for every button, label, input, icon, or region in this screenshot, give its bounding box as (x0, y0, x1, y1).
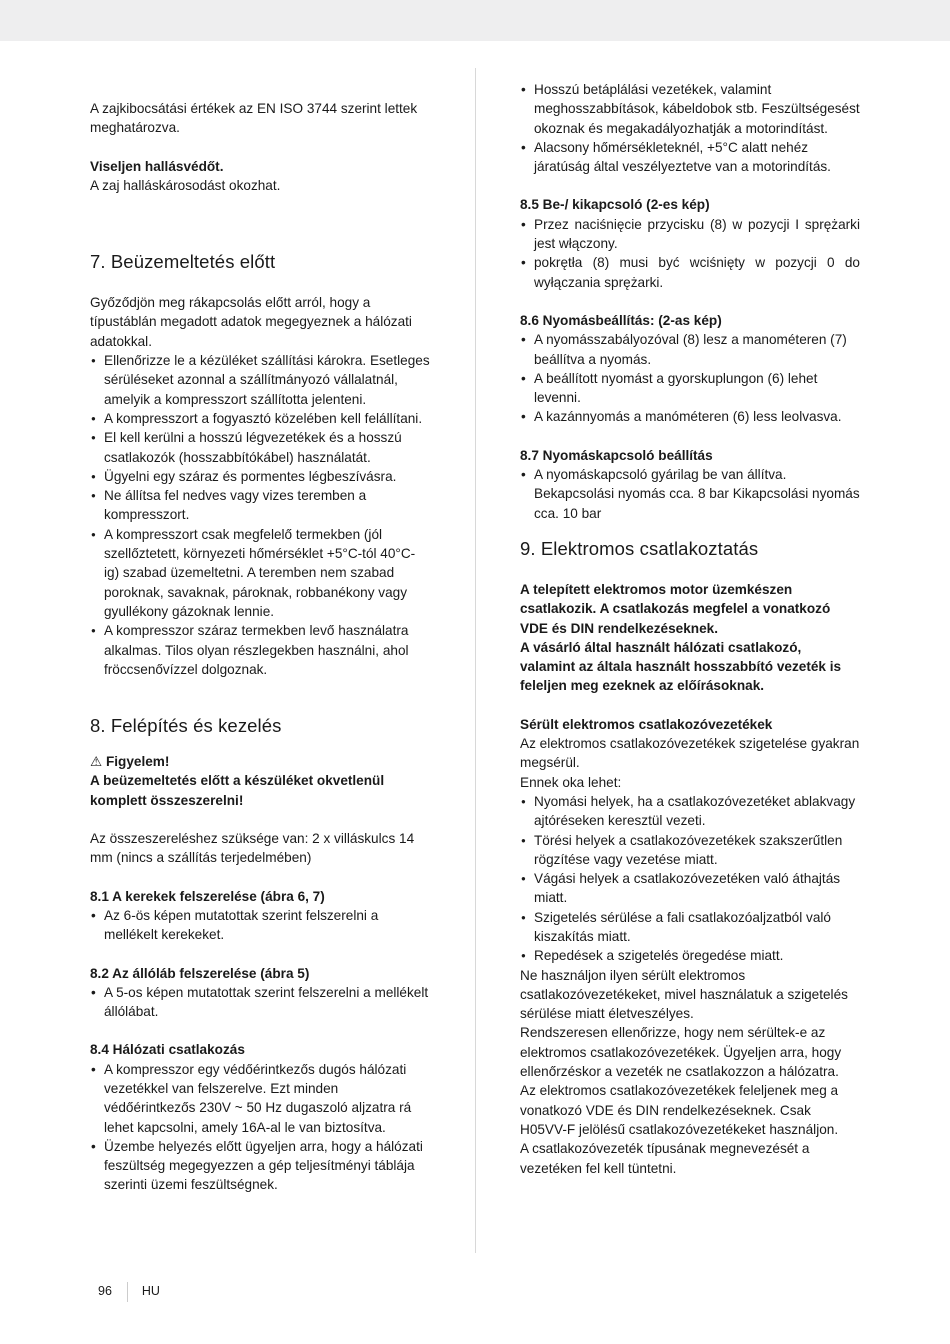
section-8-5-title: 8.5 Be-/ kikapcsoló (2-es kép) (520, 197, 710, 213)
list-item: ● A kompresszort a fogyasztó közelében kell felállítani. (90, 409, 430, 428)
section-8-1-list (90, 906, 430, 945)
section-7-title: 7. Beüzemeltetés előtt (90, 251, 276, 273)
list-item: • Az 6-ös képen mutatottak szerint felszerelni a mellékelt kerekeket. (90, 906, 430, 945)
paragraph: Ne használjon ilyen sérült elektromos csatlakozóvezetékeket, mivel használatuk a szigetelés sérülése miatt életveszélyes. (520, 967, 848, 1022)
causes-label: Ennek oka lehet: (520, 774, 622, 790)
section-9-title: 9. Elektromos csatlakoztatás (520, 537, 759, 559)
list-item: ● Vágási helyek a csatlakozóvezetéken való áthajtás miatt. (520, 869, 860, 908)
list-item: ● Törési helyek a csatlakozóvezetékek szakszerűtlen rögzítése vagy vezetése miatt. (520, 831, 860, 870)
section-8-1-title: 8.1 A kerekek felszerelése (ábra 6, 7) (90, 888, 325, 904)
list-item: ● A kompresszort csak megfelelő termekben (jól szellőztetett, környezeti hőmérséklet +5°C-tól 40°C-ig) szabad üzemeltetni. A teremben nem szabad poroknak, savaknak, pároknak, robbanékony vagy gyullékony gázoknak lennie. (90, 525, 430, 621)
section-8-4-list (90, 1060, 430, 1195)
section-7-list (90, 351, 430, 679)
list-item: • pokrętła (8) musi być wciśnięty w pozycji 0 do wyłączania sprężarki. (520, 253, 860, 292)
list-item: ● Ellenőrizze le a kézüléket szállítási károkra. Esetleges sérüléseket azonnal a szállítmányozó vállalatnál, amelyik a kompresszort szállította jelenteni. (90, 351, 430, 409)
paragraph: Rendszeresen ellenőrizze, hogy nem sérültek-e az elektromos csatlakozóvezetékek. Ügyeljen arra, hogy ellenőrzéskor a vezeték ne csatlakozzon a hálózatra. (520, 1025, 842, 1080)
supply-lines-list (520, 80, 860, 176)
left-column (90, 80, 430, 1195)
damaged-cables-title: Sérült elektromos csatlakozóvezetékek (520, 716, 773, 732)
list-item: • Przez naciśnięcie przycisku (8) w pozycji I sprężarki jest włączony. (520, 215, 860, 254)
section-7-intro: Győződjön meg rákapcsolás előtt arról, hogy a típustáblán megadott adatok megegyeznek a hálózati adatokkal. (90, 295, 412, 349)
language-code: HU (141, 1284, 160, 1299)
hearing-protection-title: Viseljen hallásvédőt. (90, 158, 224, 174)
list-item: ● Nyomási helyek, ha a csatlakozóvezetéket ablakvagy ajtóréseken keresztül vezeti. (520, 792, 860, 831)
page-footer (98, 1282, 160, 1302)
section-9-bold-2: A vásárló által használt hálózati csatlakozó, valamint az általa használt hosszabbító vezeték is feleljen meg ezeknek az előírásoknak. (520, 639, 842, 694)
list-item: • A kazánnyomás a manóméteren (6) less leolvasva. (520, 407, 860, 426)
list-item: ● Ne állítsa fel nedves vagy vizes teremben a kompresszort. (90, 486, 430, 525)
section-8-2-list (90, 983, 430, 1022)
section-9-bold-1: A telepített elektromos motor üzemkészen csatlakozik. A csatlakozás megfelel a vonatkozó VDE és DIN rendelkezéseknek. (520, 581, 831, 636)
list-item: • A nyomásszabályozóval (8) lesz a manométeren (7) beállítva a nyomás. (520, 330, 860, 369)
list-item: • A nyomáskapcsoló gyárilag be van állítva. Bekapcsolási nyomás cca. 8 bar Kikapcsolási nyomás cca. 10 bar (520, 465, 860, 523)
warning-icon: ⚠ (90, 754, 103, 770)
section-8-7-title: 8.7 Nyomáskapcsoló beállítás (520, 447, 713, 463)
list-item: ● Repedések a szigetelés öregedése miatt. (520, 946, 860, 965)
hearing-protection-text: A zaj halláskárosodást okozhat. (90, 177, 281, 193)
warning-label: Figyelem! (105, 754, 170, 770)
section-8-7-list (520, 465, 860, 523)
footer-separator (127, 1282, 128, 1302)
list-item: • Alacsony hőmérsékleteknél, +5°C alatt nehéz járatúság által veszélyeztetve van a motorindítás. (520, 138, 860, 177)
assembly-tools: Az összeszereléshez szüksége van: 2 x villáskulcs 14 mm (nincs a szállítás terjedelmében) (90, 831, 415, 866)
warning-text: A beüzemeltetés előtt a készüléket okvetlenül komplett összeszerelni! (90, 773, 385, 808)
section-8-6-title: 8.6 Nyomásbeállítás: (2-as kép) (520, 312, 722, 328)
list-item: ● Szigetelés sérülése a fali csatlakozóaljzatból való kiszakítás miatt. (520, 908, 860, 947)
column-divider (475, 68, 476, 1253)
list-item: ● El kell kerülni a hosszú légvezetékek és a hosszú csatlakozók (hosszabbítókábel) használatát. (90, 428, 430, 467)
section-8-2-title: 8.2 Az állóláb felszerelése (ábra 5) (90, 965, 310, 981)
page-number: 96 (98, 1284, 112, 1299)
warning-line (90, 752, 430, 771)
damaged-cables-intro: Az elektromos csatlakozóvezetékek szigetelése gyakran megsérül. (520, 736, 860, 771)
paragraph: Az elektromos csatlakozóvezetékek feleljenek meg a vonatkozó VDE és DIN rendelkezéseknek. Csak H05VV-F jelölésű csatlakozóvezetékeket használjon. (520, 1083, 839, 1137)
list-item: • A kompresszor egy védőérintkezős dugós hálózati vezetékkel van felszerelve. Ezt minden védőérintkezős 230V ~ 50 Hz dugaszoló aljzatra rá lehet kapcsolni, amely 16A-al le van biztosítva. (90, 1060, 430, 1137)
list-item: • Üzembe helyezés előtt ügyeljen arra, hogy a hálózati feszültség megegyezzen a gép teljesítményi táblája szerinti üzemi feszültségnek. (90, 1137, 430, 1195)
section-8-5-list (520, 215, 860, 292)
list-item: ● Ügyelni egy száraz és pormentes légbeszívásra. (90, 467, 430, 486)
section-8-title: 8. Felépítés és kezelés (90, 715, 282, 737)
noise-intro: A zajkibocsátási értékek az EN ISO 3744 szerint lettek meghatározva. (90, 101, 418, 136)
top-bar (0, 0, 950, 41)
list-item: • A beállított nyomást a gyorskuplungon (6) lehet levenni. (520, 369, 860, 408)
right-column (520, 80, 860, 1178)
section-8-6-list (520, 330, 860, 426)
causes-list (520, 792, 860, 966)
section-8-4-title: 8.4 Hálózati csatlakozás (90, 1042, 245, 1058)
list-item: ● A kompresszor száraz termekben levő használatra alkalmas. Tilos olyan részlegekben használni, ahol fröccsenővízzel dolgoznak. (90, 621, 430, 679)
list-item: • Hosszú betáplálási vezetékek, valamint meghosszabbítások, kábeldobok stb. Feszültségesést okoznak és megakadályozhatják a motorindítást. (520, 80, 860, 138)
list-item: • A 5-os képen mutatottak szerint felszerelni a mellékelt állólábat. (90, 983, 430, 1022)
paragraph: A csatlakozóvezeték típusának megnevezését a vezetéken fel kell tüntetni. (520, 1141, 810, 1176)
